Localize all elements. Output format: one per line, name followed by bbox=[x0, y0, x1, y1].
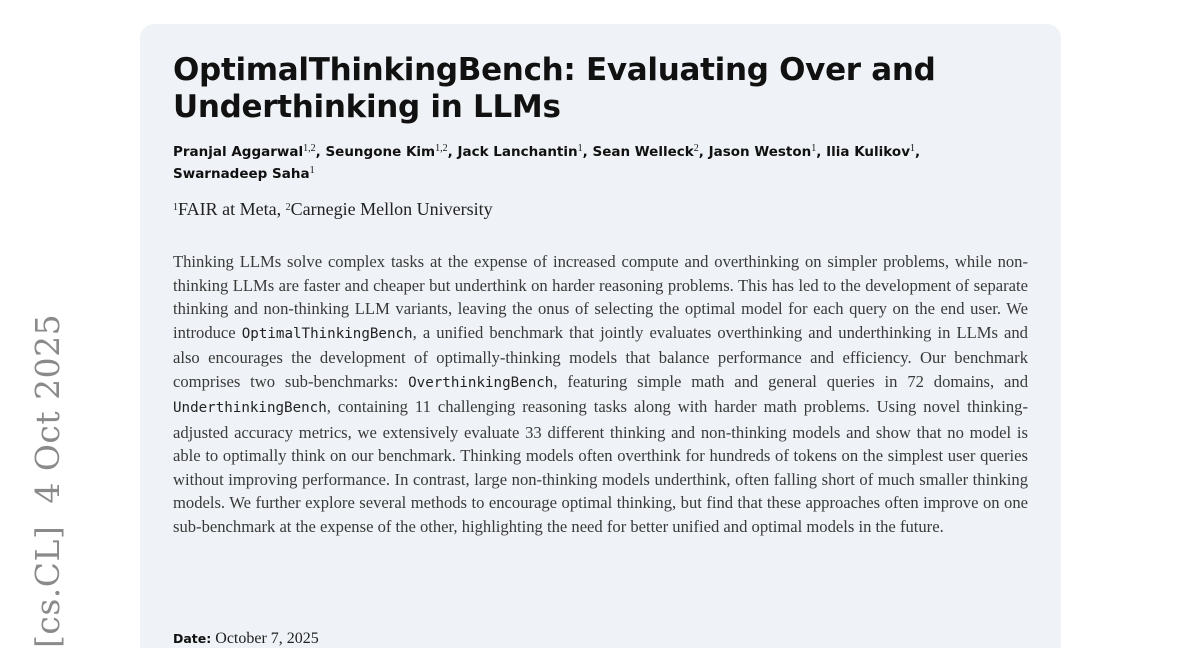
affiliation-mark: 2 bbox=[285, 202, 291, 213]
affiliation-mark: 1 bbox=[173, 202, 178, 213]
author-name: Pranjal Aggarwal bbox=[173, 144, 304, 160]
author-affil-mark: 1 bbox=[309, 165, 315, 176]
arxiv-side-stamp bbox=[28, 314, 67, 648]
arxiv-category: [cs.CL] bbox=[28, 525, 67, 648]
affiliation-name: Carnegie Mellon University bbox=[290, 199, 493, 219]
paper-header-card bbox=[140, 24, 1061, 648]
author-name: Jack Lanchantin bbox=[457, 144, 578, 160]
paper-title: OptimalThinkingBench: Evaluating Over and Underthinking in LLMs bbox=[173, 52, 936, 125]
arxiv-date: 4 Oct 2025 bbox=[28, 313, 67, 504]
author-affil-mark: 1 bbox=[577, 143, 583, 154]
benchmark-name: OptimalThinkingBench bbox=[241, 325, 413, 342]
date-value: October 7, 2025 bbox=[215, 630, 319, 647]
abstract-part: , containing 11 challenging reasoning tasks along with harder math problems. Using novel thinking-adjusted accuracy metrics, we extensively evaluate 33 different thinking and non-thinking models and show that no model is able to optimally think on our benchmark. Thinking models often overthink for hundreds of tokens on the simplest user queries without improving performance. In contrast, large non-thinking models underthink, often falling short of much smaller thinking models. We further explore several methods to encourage optimal thinking, but find that these approaches often improve on one sub-benchmark at the expense of the other, highlighting the need for better unified and optimal models in the future. bbox=[173, 397, 1028, 536]
author-name: Seungone Kim bbox=[325, 144, 436, 160]
sub-benchmark-name: OverthinkingBench bbox=[408, 374, 554, 391]
date-label: Date: bbox=[173, 631, 212, 646]
affiliation-name: FAIR at Meta bbox=[178, 199, 277, 219]
author-affil-mark: 1 bbox=[910, 143, 915, 154]
affiliation-list: $^1$FAIR at Meta, $^2$Carnegie Mellon University bbox=[173, 199, 493, 219]
author-affil-mark: 1,2 bbox=[303, 143, 316, 154]
author-name: Ilia Kulikov bbox=[826, 144, 910, 160]
author-name: Sean Welleck bbox=[592, 144, 694, 160]
author-affil-mark: 1 bbox=[811, 143, 817, 154]
author-affil-mark: 2 bbox=[693, 143, 699, 154]
author-name: Jason Weston bbox=[708, 144, 812, 160]
author-affil-mark: 1,2 bbox=[435, 143, 448, 154]
abstract-part: , featuring simple math and general queries in 72 domains, and bbox=[553, 371, 1028, 391]
author-list: Pranjal Aggarwal$^{1,2}$, Seungone Kim$^{1,2}$, Jack Lanchantin$^1$, Sean Welleck$^2$, Jason Weston$^1$, Ilia Kulikov$^1$, Swarnadeep Saha$^1$ bbox=[173, 143, 921, 182]
abstract-part: , a unified benchmark that jointly evaluates overthinking and underthinking in LLMs and also encourages the development of optimally-thinking models that balance performance and efficiency. Our benchmark comprises two sub-benchmarks: bbox=[173, 322, 1028, 391]
paper-date bbox=[173, 630, 319, 648]
abstract-part: Thinking LLMs solve complex tasks at the expense of increased compute and overthinking on simpler problems, while non-thinking LLMs are faster and cheaper but underthink on harder reasoning problems. This has led to the development of separate thinking and non-thinking LLM variants, leaving the onus of selecting the optimal model for each query on the end user. We introduce bbox=[173, 252, 1028, 342]
sub-benchmark-name: UnderthinkingBench bbox=[173, 400, 327, 416]
author-name: Swarnadeep Saha bbox=[173, 166, 310, 182]
abstract-text bbox=[173, 250, 1028, 538]
